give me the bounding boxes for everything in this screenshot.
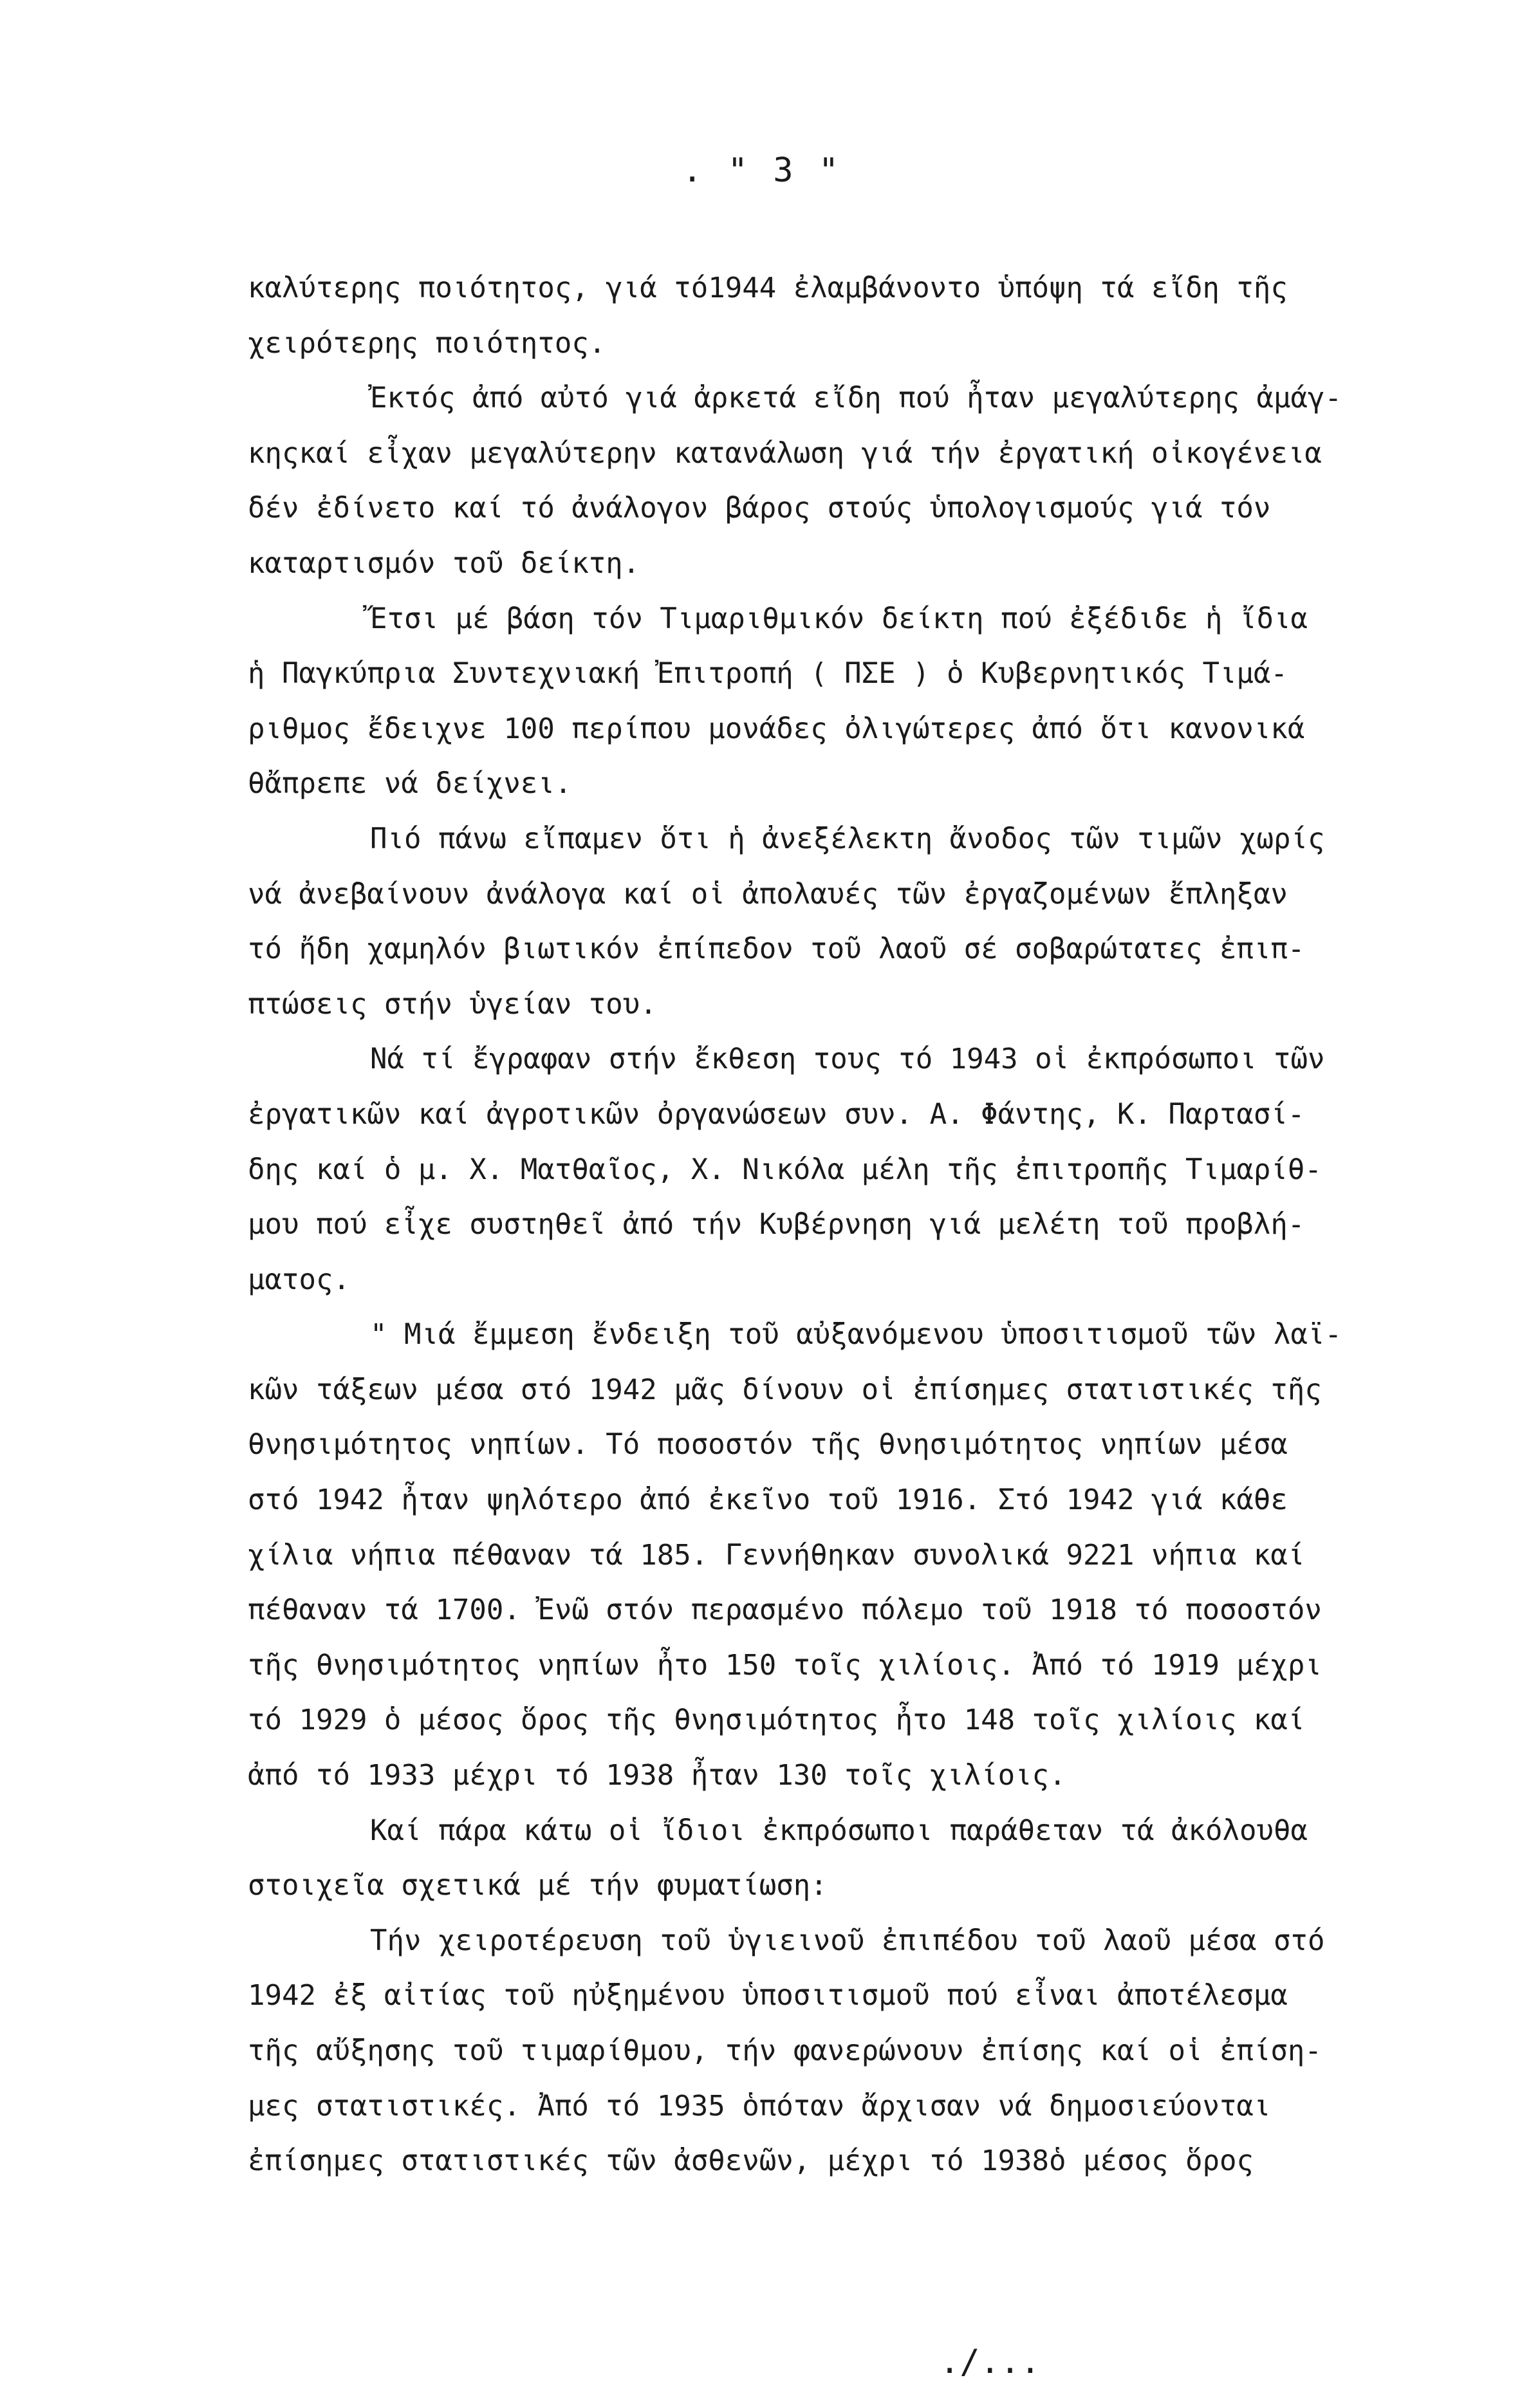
text-line: κῶν τάξεων μέσα στό 1942 μᾶς δίνουν οἱ ἐπίσημες στατιστικές τῆς (248, 1373, 1322, 1406)
text-line: Τήν χειροτέρευση τοῦ ὑγιεινοῦ ἐπιπέδου τοῦ λαοῦ μέσα στό (370, 1924, 1325, 1957)
text-line: στό 1942 ἦταν ψηλότερο ἀπό ἐκεῖνο τοῦ 1916. Στό 1942 γιά κάθε (248, 1483, 1288, 1517)
continuation-mark: ./... (940, 2343, 1041, 2381)
text-line: καλύτερης ποιότητος, γιά τό1944 ἐλαμβάνοντο ὑπόψη τά εἴδη τῆς (248, 272, 1288, 304)
text-line: Νά τί ἔγραφαν στήν ἔκθεση τους τό 1943 οἱ ἐκπρόσωποι τῶν (370, 1043, 1325, 1076)
text-line: δης καί ὁ μ. Χ. Ματθαῖος, Χ. Νικόλα μέλη τῆς ἐπιτροπῆς Τιμαρίθ- (248, 1153, 1322, 1186)
text-line: Καί πάρα κάτω οἱ ἴδιοι ἐκπρόσωποι παράθεταν τά ἀκόλουθα (370, 1814, 1308, 1847)
text-line: " Μιά ἔμμεση ἔνδειξη τοῦ αὐξανόμενου ὑποσιτισμοῦ τῶν λαϊ- (370, 1318, 1342, 1352)
text-line: ἡ Παγκύπρια Συντεχνιακή Ἐπιτροπή ( ΠΣΕ ) ὁ Κυβερνητικός Τιμά- (248, 657, 1288, 691)
text-line: ματος. (248, 1263, 350, 1296)
text-line: θἄπρεπε νά δείχνει. (248, 767, 572, 801)
text-line: μες στατιστικές. Ἀπό τό 1935 ὁπόταν ἄρχισαν νά δημοσιεύονται (248, 2089, 1271, 2123)
text-line: δέν ἐδίνετο καί τό ἀνάλογον βάρος στούς ὑπολογισμούς γιά τόν (248, 492, 1271, 525)
text-line: μου πού εἶχε συστηθεῖ ἀπό τήν Κυβέρνηση γιά μελέτη τοῦ προβλή- (248, 1208, 1305, 1241)
text-line: τό 1929 ὁ μέσος ὅρος τῆς θνησιμότητος ἦτο 148 τοῖς χιλίοις καί (248, 1704, 1305, 1737)
text-line: θνησιμότητος νηπίων. Τό ποσοστόν τῆς θνησιμότητος νηπίων μέσα (248, 1428, 1288, 1462)
text-line: Πιό πάνω εἴπαμεν ὅτι ἡ ἀνεξέλεκτη ἄνοδος τῶν τιμῶν χωρίς (370, 822, 1325, 855)
text-line: τό ἤδη χαμηλόν βιωτικόν ἐπίπεδον τοῦ λαοῦ σέ σοβαρώτατες ἐπιπ- (248, 933, 1305, 966)
text-line: πτώσεις στήν ὑγείαν του. (248, 987, 657, 1021)
text-line: τῆς θνησιμότητος νηπίων ἦτο 150 τοῖς χιλίοις. Ἀπό τό 1919 μέχρι (248, 1648, 1322, 1682)
text-line: Ἐκτός ἀπό αὐτό γιά ἀρκετά εἴδη πού ἦταν μεγαλύτερης ἀμάγ- (370, 382, 1342, 415)
text-line: πέθαναν τά 1700. Ἐνῶ στόν περασμένο πόλεμο τοῦ 1918 τό ποσοστόν (248, 1594, 1322, 1627)
page-number: . " 3 " (682, 151, 842, 190)
text-line: ἀπό τό 1933 μέχρι τό 1938 ἦταν 130 τοῖς χιλίοις. (248, 1759, 1066, 1792)
text-line: στοιχεῖα σχετικά μέ τήν φυματίωση: (248, 1869, 828, 1902)
text-line: κηςκαί εἶχαν μεγαλύτερην κατανάλωση γιά τήν ἐργατική οἰκογένεια (248, 436, 1322, 470)
text-line: τῆς αὔξησης τοῦ τιμαρίθμου, τήν φανερώνουν ἐπίσης καί οἱ ἐπίση- (248, 2034, 1322, 2067)
text-line: χειρότερης ποιότητος. (248, 326, 606, 360)
text-line: ἐπίσημες στατιστικές τῶν ἀσθενῶν, μέχρι τό 1938ὁ μέσος ὅρος (248, 2144, 1254, 2178)
body-text (248, 261, 1509, 2189)
text-line: 1942 ἐξ αἰτίας τοῦ ηὐξημένου ὑποσιτισμοῦ πού εἶναι ἀποτέλεσμα (248, 1979, 1288, 2013)
text-line: καταρτισμόν τοῦ δείκτη. (248, 546, 640, 580)
text-line: νά ἀνεβαίνουν ἀνάλογα καί οἱ ἀπολαυές τῶν ἐργαζομένων ἔπληξαν (248, 877, 1288, 911)
text-line: ἐργατικῶν καί ἀγροτικῶν ὀργανώσεων συν. Α. Φάντης, Κ. Παρτασί- (248, 1097, 1305, 1131)
text-line: χίλια νήπια πέθαναν τά 185. Γεννήθηκαν συνολικά 9221 νήπια καί (248, 1538, 1305, 1572)
text-line: Ἔτσι μέ βάση τόν Τιμαριθμικόν δείκτη πού ἐξέδιδε ἡ ἴδια (370, 602, 1308, 635)
text-line: ριθμος ἔδειχνε 100 περίπου μονάδες ὀλιγώτερες ἀπό ὅτι κανονικά (248, 712, 1305, 745)
